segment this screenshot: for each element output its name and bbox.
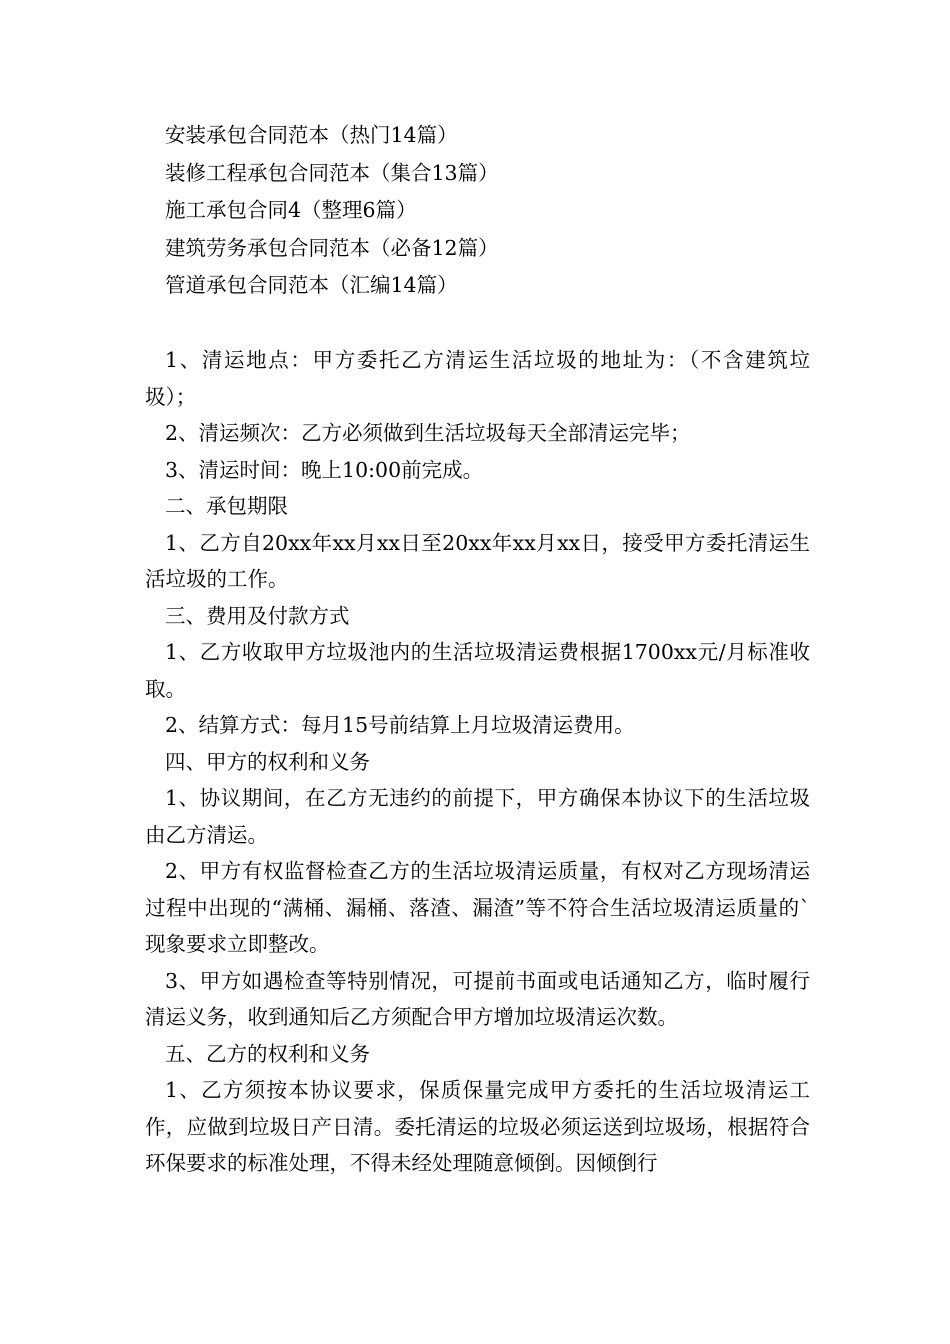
section-heading: 二、承包期限 [165,494,288,518]
clause-paragraph: 1、乙方收取甲方垃圾池内的生活垃圾清运费根据1700xx元/月标准收取。 [145,640,810,701]
clause-paragraph: 2、甲方有权监督检查乙方的生活垃圾清运质量，有权对乙方现场清运过程中出现的“满桶、漏桶、落渣、漏渣”等不符合生活垃圾清运质量的`现象要求立即整改。 [145,859,810,956]
section-heading: 四、甲方的权利和义务 [165,749,370,774]
contract-body [145,342,810,1182]
related-contract-link[interactable]: 施工承包合同4（整理6篇） [165,198,417,222]
section-heading: 五、乙方的权利和义务 [165,1041,370,1066]
clause-paragraph: 3、甲方如遇检查等特别情况，可提前书面或电话通知乙方，临时履行清运义务，收到通知后乙方须配合甲方增加垃圾清运次数。 [145,968,810,1029]
related-contracts-list [165,117,499,305]
clause-paragraph: 1、协议期间，在乙方无违约的前提下，甲方确保本协议下的生活垃圾由乙方清运。 [145,786,810,847]
clause-paragraph: 1、乙方须按本协议要求，保质保量完成甲方委托的生活垃圾清运工作，应做到垃圾日产日清。委托清运的垃圾必须运送到垃圾场，根据符合环保要求的标准处理，不得未经处理随意倾倒。因倾倒行 [145,1078,810,1175]
clause-paragraph: 1、清运地点：甲方委托乙方清运生活垃圾的地址为：（不含建筑垃圾）； [145,348,810,409]
related-contract-link[interactable]: 装修工程承包合同范本（集合13篇） [165,160,499,185]
related-contract-link[interactable]: 建筑劳务承包合同范本（必备12篇） [165,235,499,260]
clause-paragraph: 2、结算方式：每月15号前结算上月垃圾清运费用。 [165,713,635,737]
related-contract-link[interactable]: 管道承包合同范本（汇编14篇） [165,273,458,297]
section-heading: 三、费用及付款方式 [165,603,350,628]
related-contract-link[interactable]: 安装承包合同范本（热门14篇） [165,123,458,147]
clause-paragraph: 1、乙方自20xx年xx月xx日至20xx年xx月xx日，接受甲方委托清运生活垃圾的工作。 [145,530,810,591]
clause-paragraph: 2、清运频次：乙方必须做到生活垃圾每天全部清运完毕； [165,421,691,445]
clause-paragraph: 3、清运时间：晚上10:00前完成。 [165,457,484,482]
